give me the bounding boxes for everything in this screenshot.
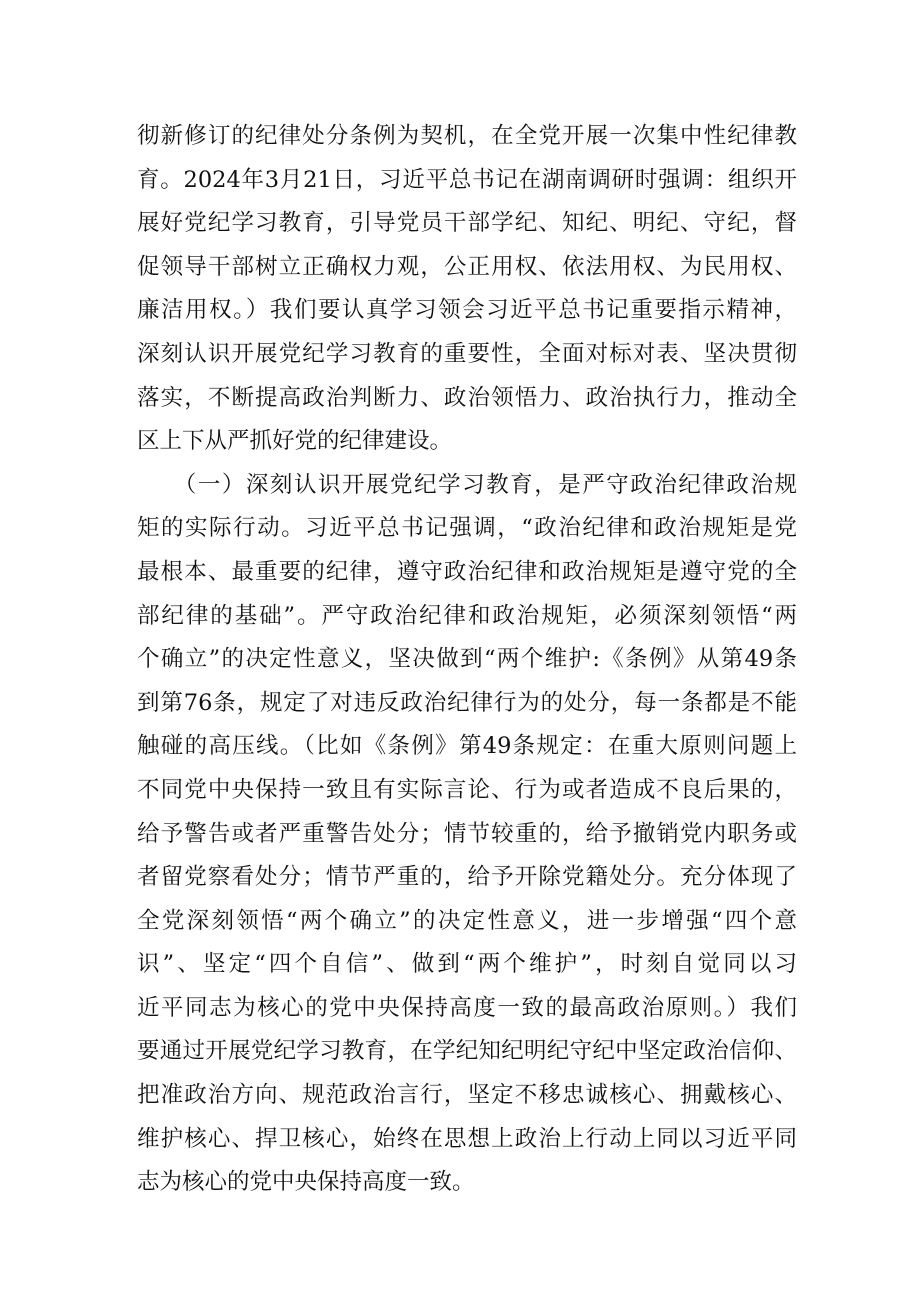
text-line: 者留党察看处分；情节严重的，给予开除党籍处分。充分体现了 bbox=[137, 864, 797, 891]
body-text bbox=[137, 115, 797, 1205]
text-line: 矩的实际行动。习近平总书记强调，“政治纪律和政治规矩是党 bbox=[137, 515, 797, 542]
text-line: 到第76条，规定了对违反政治纪律行为的处分，每一条都是不能 bbox=[137, 689, 797, 716]
text-line: 维护核心、捍卫核心，始终在思想上政治上行动上同以习近平同 bbox=[137, 1125, 797, 1152]
text-line: 识”、坚定“四个自信”、做到“两个维护”，时刻自觉同以习 bbox=[137, 951, 797, 978]
text-line: 育。2024年3月21日，习近平总书记在湖南调研时强调：组织开 bbox=[137, 166, 797, 193]
text-line: 落实，不断提高政治判断力、政治领悟力、政治执行力，推动全 bbox=[137, 384, 797, 411]
text-line: 触碰的高压线。（比如《条例》第49条规定：在重大原则问题上 bbox=[137, 733, 797, 760]
text-line: 部纪律的基础”。严守政治纪律和政治规矩，必须深刻领悟“两 bbox=[137, 602, 797, 629]
text-line: 最根本、最重要的纪律，遵守政治纪律和政治规矩是遵守党的全 bbox=[137, 558, 797, 585]
text-line: 把准政治方向、规范政治言行，坚定不移忠诚核心、拥戴核心、 bbox=[137, 1082, 797, 1109]
text-line: 展好党纪学习教育，引导党员干部学纪、知纪、明纪、守纪，督 bbox=[137, 210, 797, 237]
text-line: 要通过开展党纪学习教育，在学纪知纪明纪守纪中坚定政治信仰、 bbox=[137, 1038, 797, 1065]
text-line: 个确立”的决定性意义，坚决做到“两个维护:《条例》从第49条 bbox=[137, 646, 797, 673]
paragraph-end-line: 志为核心的党中央保持高度一致。 bbox=[137, 1169, 475, 1196]
text-line: 彻新修订的纪律处分条例为契机，在全党开展一次集中性纪律教 bbox=[137, 123, 797, 149]
text-line: 全党深刻领悟“两个确立”的决定性意义，进一步增强“四个意 bbox=[137, 907, 797, 934]
text-line: 不同党中央保持一致且有实际言论、行为或者造成不良后果的， bbox=[137, 776, 797, 803]
text-line: 促领导干部树立正确权力观，公正用权、依法用权、为民用权、 bbox=[137, 253, 797, 280]
text-line: 给予警告或者严重警告处分；情节较重的，给予撤销党内职务或 bbox=[137, 820, 797, 847]
text-line: 深刻认识开展党纪学习教育的重要性，全面对标对表、坚决贯彻 bbox=[137, 340, 797, 367]
section-heading-line: （一）深刻认识开展党纪学习教育，是严守政治纪律政治规 bbox=[137, 471, 797, 498]
text-line: 近平同志为核心的党中央保持高度一致的最高政治原则。）我们 bbox=[137, 994, 797, 1021]
text-line: 廉洁用权。）我们要认真学习领会习近平总书记重要指示精神， bbox=[137, 297, 797, 324]
paragraph-end-line: 区上下从严抓好党的纪律建设。 bbox=[137, 428, 453, 455]
